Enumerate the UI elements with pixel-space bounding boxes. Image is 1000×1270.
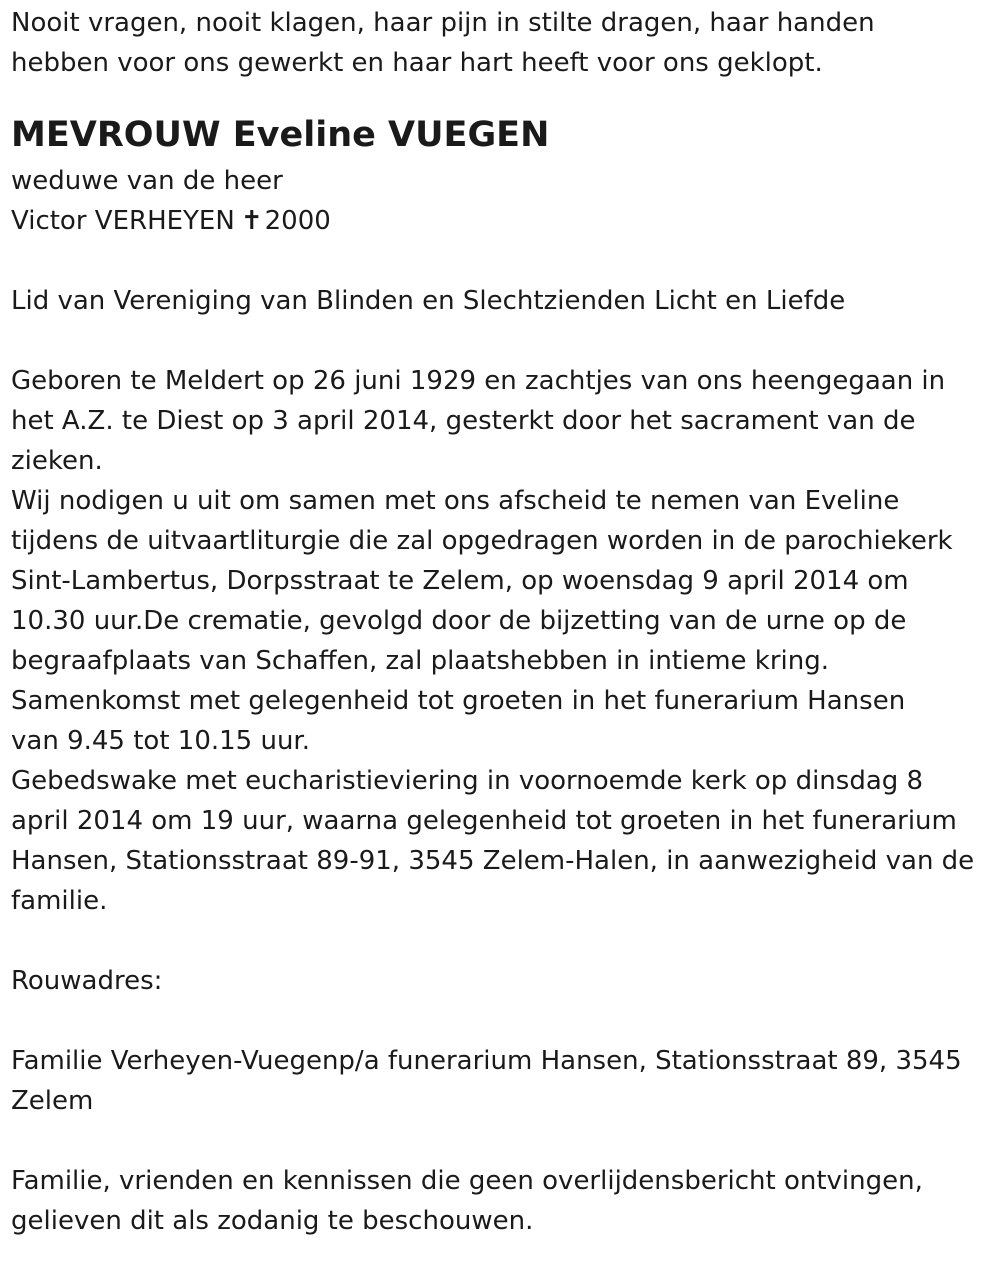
body-line: Sint-Lambertus, Dorpsstraat te Zelem, op woensdag 9 april 2014 om bbox=[11, 566, 909, 596]
body-line: Geboren te Meldert op 26 juni 1929 en zachtjes van ons heengegaan in bbox=[11, 366, 946, 396]
body-line: tijdens de uitvaartliturgie die zal opgedragen worden in de parochiekerk bbox=[11, 526, 953, 556]
body-line: Wij nodigen u uit om samen met ons afscheid te nemen van Eveline bbox=[11, 486, 900, 516]
motto-line-1: Nooit vragen, nooit klagen, haar pijn in stilte dragen, haar handen bbox=[11, 8, 875, 38]
body-line: het A.Z. te Diest op 3 april 2014, gesterkt door het sacrament van de bbox=[11, 406, 916, 436]
spacer bbox=[11, 241, 993, 281]
closing-line: Familie, vrienden en kennissen die geen overlijdensbericht ontvingen, bbox=[11, 1166, 923, 1196]
body-line: Gebedswake met eucharistieviering in voornoemde kerk op dinsdag 8 bbox=[11, 766, 924, 796]
spouse-line bbox=[11, 201, 993, 241]
body-line: van 9.45 tot 10.15 uur. bbox=[11, 726, 310, 756]
body-line: Samenkomst met gelegenheid tot groeten in het funerarium Hansen bbox=[11, 686, 906, 716]
closing-line: gelieven dit als zodanig te beschouwen. bbox=[11, 1206, 534, 1236]
body-line: zieken. bbox=[11, 446, 103, 476]
motto-line-2: hebben voor ons gewerkt en haar hart heeft voor ons geklopt. bbox=[11, 48, 823, 78]
obituary-notice bbox=[11, 3, 993, 1241]
spouse-death-year: 2000 bbox=[264, 206, 331, 236]
rouwadres-line: Familie Verheyen-Vuegenp/a funerarium Hansen, Stationsstraat 89, 3545 bbox=[11, 1046, 962, 1076]
spouse-name: Victor VERHEYEN bbox=[11, 206, 235, 236]
rouwadres-line: Zelem bbox=[11, 1086, 94, 1116]
deceased-name: MEVROUW Eveline VUEGEN bbox=[11, 115, 550, 155]
membership-line: Lid van Vereniging van Blinden en Slechtzienden Licht en Liefde bbox=[11, 286, 846, 316]
body-line: april 2014 om 19 uur, waarna gelegenheid tot groeten in het funerarium bbox=[11, 806, 957, 836]
spacer bbox=[11, 1001, 993, 1041]
spacer bbox=[11, 321, 993, 361]
spacer bbox=[11, 921, 993, 961]
body-line: 10.30 uur.De crematie, gevolgd door de bijzetting van de urne op de bbox=[11, 606, 907, 636]
cross-icon: ✝ bbox=[240, 206, 263, 236]
body-line: Hansen, Stationsstraat 89-91, 3545 Zelem-Halen, in aanwezigheid van de bbox=[11, 846, 975, 876]
body-line: familie. bbox=[11, 886, 108, 916]
rouwadres-label: Rouwadres: bbox=[11, 966, 163, 996]
spacer bbox=[11, 1121, 993, 1161]
spouse-relation: weduwe van de heer bbox=[11, 166, 283, 196]
body-line: begraafplaats van Schaffen, zal plaatshebben in intieme kring. bbox=[11, 646, 830, 676]
